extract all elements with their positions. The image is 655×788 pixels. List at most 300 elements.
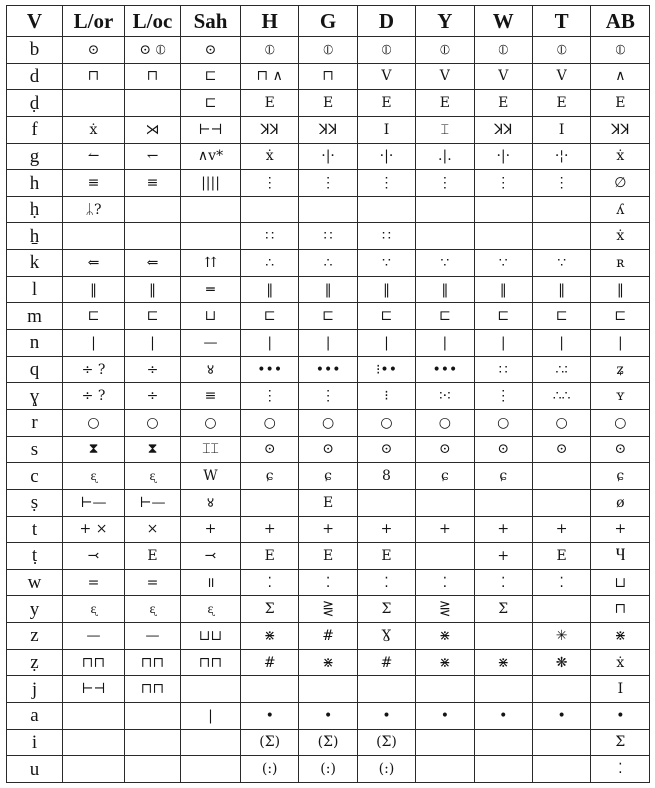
glyph-cell: ⋮ [241, 170, 299, 197]
glyph-cell: ⊏ [181, 63, 241, 90]
letter-cell: z [7, 623, 63, 650]
glyph-cell [125, 196, 181, 223]
glyph-cell [532, 223, 590, 250]
letter-cell: ɣ [7, 383, 63, 410]
glyph-cell: + [357, 516, 415, 543]
glyph-cell: ⊙ [181, 37, 241, 64]
glyph-cell: • [591, 703, 650, 730]
glyph-cell: ↼ [63, 143, 125, 170]
glyph-cell: ⊙ [591, 436, 650, 463]
glyph-cell: • [299, 703, 357, 730]
glyph-cell: ⊙ ⦶ [125, 37, 181, 64]
table-row [7, 170, 650, 197]
glyph-cell: ·|· [357, 143, 415, 170]
glyph-cell: Σ [474, 596, 532, 623]
glyph-cell: ≡ [125, 170, 181, 197]
glyph-cell: ○ [357, 409, 415, 436]
glyph-cell: ÷ [125, 356, 181, 383]
glyph-cell: Ɣ [357, 623, 415, 650]
glyph-cell: Σ [241, 596, 299, 623]
glyph-cell [125, 729, 181, 756]
glyph-cell [125, 756, 181, 783]
glyph-cell [125, 223, 181, 250]
glyph-cell: ⊔⊔ [181, 623, 241, 650]
table-row [7, 303, 650, 330]
column-header: Y [416, 6, 474, 37]
glyph-cell: ẋ [591, 143, 650, 170]
glyph-cell: | [591, 330, 650, 357]
glyph-cell: E [474, 90, 532, 117]
glyph-cell: ⋮ [532, 170, 590, 197]
glyph-cell: (:) [357, 756, 415, 783]
glyph-cell: ÷ [125, 383, 181, 410]
glyph-cell: Σ [591, 729, 650, 756]
glyph-cell: I [357, 116, 415, 143]
glyph-cell: ⊙ [63, 37, 125, 64]
glyph-cell [416, 543, 474, 570]
glyph-cell: ⁚ [357, 569, 415, 596]
glyph-cell: ⁚ [591, 756, 650, 783]
glyph-cell: | [357, 330, 415, 357]
glyph-cell: E [591, 90, 650, 117]
glyph-cell: ∴∴ [532, 383, 590, 410]
letter-cell: ṣ [7, 489, 63, 516]
glyph-cell [474, 623, 532, 650]
glyph-cell [357, 676, 415, 703]
glyph-cell: ⁝ [357, 383, 415, 410]
glyph-cell [416, 729, 474, 756]
glyph-cell [299, 196, 357, 223]
glyph-cell: ⋇ [474, 649, 532, 676]
glyph-cell [474, 489, 532, 516]
glyph-cell [532, 463, 590, 490]
glyph-cell: ‖ [125, 276, 181, 303]
glyph-cell: ⊙ [241, 436, 299, 463]
glyph-cell: ⦶ [591, 37, 650, 64]
glyph-cell: ⊏ [416, 303, 474, 330]
glyph-cell: ẋ [63, 116, 125, 143]
glyph-cell: ↽ [125, 143, 181, 170]
glyph-cell: + [591, 516, 650, 543]
column-header: L/or [63, 6, 125, 37]
glyph-cell: ‖ [241, 276, 299, 303]
table-row [7, 756, 650, 783]
letter-cell: r [7, 409, 63, 436]
letter-cell: ẖ [7, 223, 63, 250]
glyph-cell: W [181, 463, 241, 490]
glyph-cell: ⋮ [474, 170, 532, 197]
glyph-cell: ═ [181, 276, 241, 303]
glyph-cell: ꓘꓘ [474, 116, 532, 143]
glyph-cell: ÷ ? [63, 383, 125, 410]
glyph-cell: ⦶ [241, 37, 299, 64]
letter-cell: i [7, 729, 63, 756]
glyph-cell: ⊙ [532, 436, 590, 463]
glyph-cell [63, 90, 125, 117]
glyph-cell: = [63, 569, 125, 596]
glyph-cell: ÷ ? [63, 356, 125, 383]
table-body [7, 37, 650, 783]
glyph-cell: ꓘꓘ [299, 116, 357, 143]
table-row [7, 409, 650, 436]
table-row [7, 223, 650, 250]
glyph-cell: ⊢⊣ [181, 116, 241, 143]
glyph-cell: ❋ [532, 649, 590, 676]
glyph-cell [181, 223, 241, 250]
glyph-cell: ʑ [591, 356, 650, 383]
letter-cell: h [7, 170, 63, 197]
glyph-cell: ∴ [241, 250, 299, 277]
glyph-cell: ⋊ [125, 116, 181, 143]
glyph-cell: + [474, 516, 532, 543]
column-header: W [474, 6, 532, 37]
glyph-cell: + [532, 516, 590, 543]
glyph-cell: ४ [181, 356, 241, 383]
glyph-cell: 8 [357, 463, 415, 490]
glyph-cell: ∵ [416, 250, 474, 277]
glyph-cell: ɕ [299, 463, 357, 490]
letter-cell: n [7, 330, 63, 357]
table-row [7, 383, 650, 410]
glyph-cell: ᶓ [63, 596, 125, 623]
glyph-cell: ⁚ [532, 569, 590, 596]
glyph-cell: E [357, 90, 415, 117]
glyph-cell: ≡ [181, 383, 241, 410]
glyph-cell: E [532, 543, 590, 570]
glyph-cell: • [532, 703, 590, 730]
letter-cell: ṭ [7, 543, 63, 570]
glyph-cell: ⌶ [416, 116, 474, 143]
glyph-cell [474, 196, 532, 223]
column-header: H [241, 6, 299, 37]
table-row [7, 703, 650, 730]
glyph-cell [357, 489, 415, 516]
glyph-cell: ○ [532, 409, 590, 436]
table-row [7, 463, 650, 490]
table-row [7, 623, 650, 650]
glyph-cell: ∧v* [181, 143, 241, 170]
glyph-cell [416, 223, 474, 250]
glyph-cell: | [125, 330, 181, 357]
glyph-cell: ⊏ [241, 303, 299, 330]
glyph-cell: ⁚ [474, 569, 532, 596]
glyph-cell: ɕ [416, 463, 474, 490]
glyph-cell: ẋ [591, 223, 650, 250]
glyph-cell: ○ [299, 409, 357, 436]
table-row [7, 63, 650, 90]
glyph-cell: V [416, 63, 474, 90]
glyph-cell [299, 676, 357, 703]
glyph-cell: ‖ [299, 276, 357, 303]
glyph-cell: ∵ [474, 250, 532, 277]
table-row [7, 569, 650, 596]
glyph-cell: ⇐ [125, 250, 181, 277]
column-header: Sah [181, 6, 241, 37]
letter-cell: w [7, 569, 63, 596]
letter-cell: b [7, 37, 63, 64]
glyph-cell: ⊓ [591, 596, 650, 623]
glyph-cell: ⊓⊓ [181, 649, 241, 676]
glyph-cell: V [357, 63, 415, 90]
glyph-cell: ⊏ [357, 303, 415, 330]
glyph-cell: ○ [125, 409, 181, 436]
glyph-cell: ⊓ [299, 63, 357, 90]
glyph-cell: ⊓⊓ [63, 649, 125, 676]
glyph-cell: E [125, 543, 181, 570]
glyph-cell [532, 596, 590, 623]
glyph-cell [241, 196, 299, 223]
glyph-cell: I [591, 676, 650, 703]
glyph-cell: ·|· [474, 143, 532, 170]
glyph-cell: ⋛ [299, 596, 357, 623]
glyph-cell: ○ [241, 409, 299, 436]
table-row [7, 143, 650, 170]
glyph-cell: + [181, 516, 241, 543]
table-row [7, 489, 650, 516]
glyph-cell [125, 703, 181, 730]
glyph-cell: ⊏ [591, 303, 650, 330]
glyph-cell: ⋮ [357, 170, 415, 197]
glyph-cell: E [416, 90, 474, 117]
glyph-cell: E [532, 90, 590, 117]
glyph-cell: + [241, 516, 299, 543]
letter-cell: f [7, 116, 63, 143]
glyph-cell: ʎ [591, 196, 650, 223]
glyph-cell: ᶓ [181, 596, 241, 623]
glyph-cell: ⁝•• [357, 356, 415, 383]
column-header: D [357, 6, 415, 37]
glyph-cell: E [357, 543, 415, 570]
glyph-cell: | [532, 330, 590, 357]
glyph-cell: ∷ [474, 356, 532, 383]
glyph-cell: ⊢— [63, 489, 125, 516]
glyph-cell: ⊙ [474, 436, 532, 463]
glyph-cell: E [241, 543, 299, 570]
glyph-cell: | [416, 330, 474, 357]
glyph-cell [474, 676, 532, 703]
letter-cell: s [7, 436, 63, 463]
glyph-cell: ⊓⊓ [125, 676, 181, 703]
glyph-cell: = [125, 569, 181, 596]
tifinagh-comparison-table [6, 5, 649, 783]
glyph-cell [416, 196, 474, 223]
glyph-cell: ⦶ [416, 37, 474, 64]
glyph-cell [416, 676, 474, 703]
glyph-cell: ∧ [591, 63, 650, 90]
glyph-cell [63, 756, 125, 783]
glyph-cell: ⌶⌶ [181, 436, 241, 463]
glyph-cell: ⦶ [532, 37, 590, 64]
glyph-cell: ⤙ [63, 543, 125, 570]
glyph-cell: ᶓ [125, 596, 181, 623]
table-row [7, 276, 650, 303]
glyph-cell: ∵ [357, 250, 415, 277]
glyph-cell: + × [63, 516, 125, 543]
glyph-cell [63, 703, 125, 730]
glyph-cell [241, 676, 299, 703]
glyph-cell [125, 90, 181, 117]
glyph-cell [474, 756, 532, 783]
glyph-cell [181, 729, 241, 756]
glyph-cell: ⋇ [299, 649, 357, 676]
glyph-cell: ‖ [63, 276, 125, 303]
glyph-cell: ○ [591, 409, 650, 436]
glyph-cell: ४ [181, 489, 241, 516]
glyph-cell: • [474, 703, 532, 730]
glyph-cell: ⤙ [181, 543, 241, 570]
letter-cell: t [7, 516, 63, 543]
letter-cell: ẓ [7, 649, 63, 676]
glyph-cell: ‖ [416, 276, 474, 303]
glyph-cell: • [357, 703, 415, 730]
glyph-cell: ••• [299, 356, 357, 383]
glyph-cell: ⋮ [241, 383, 299, 410]
glyph-cell: ⊏ [299, 303, 357, 330]
glyph-cell: | [181, 703, 241, 730]
glyph-cell: (Σ) [299, 729, 357, 756]
glyph-cell: — [181, 330, 241, 357]
glyph-cell: V [474, 63, 532, 90]
glyph-cell: | [474, 330, 532, 357]
letter-cell: j [7, 676, 63, 703]
glyph-cell: ꓘꓘ [241, 116, 299, 143]
glyph-cell: ∴ [299, 250, 357, 277]
table-row [7, 90, 650, 117]
glyph-cell: ⧗ [63, 436, 125, 463]
letter-cell: q [7, 356, 63, 383]
glyph-cell: ∴∶ [532, 356, 590, 383]
glyph-cell: ⊙ [416, 436, 474, 463]
glyph-cell: • [416, 703, 474, 730]
glyph-cell: | [241, 330, 299, 357]
glyph-cell: ɕ [241, 463, 299, 490]
glyph-cell: Σ [357, 596, 415, 623]
glyph-cell: V [532, 63, 590, 90]
glyph-cell: (:) [241, 756, 299, 783]
glyph-cell: ⇈ [181, 250, 241, 277]
glyph-cell: ⧗ [125, 436, 181, 463]
table-row [7, 196, 650, 223]
glyph-cell: ɕ [591, 463, 650, 490]
glyph-cell: ⁚ [241, 569, 299, 596]
glyph-cell: ꓘꓘ [591, 116, 650, 143]
glyph-cell: — [125, 623, 181, 650]
glyph-cell: — [63, 623, 125, 650]
glyph-cell [63, 223, 125, 250]
glyph-cell: ẋ [591, 649, 650, 676]
column-header: L/oc [125, 6, 181, 37]
glyph-cell: • [241, 703, 299, 730]
glyph-cell [181, 676, 241, 703]
glyph-cell: # [357, 649, 415, 676]
glyph-cell: ⋇ [241, 623, 299, 650]
table-row [7, 330, 650, 357]
glyph-cell: ⊔ [591, 569, 650, 596]
column-header: V [7, 6, 63, 37]
table-row [7, 596, 650, 623]
column-header: G [299, 6, 357, 37]
glyph-cell [532, 756, 590, 783]
letter-cell: ḍ [7, 90, 63, 117]
table-row [7, 516, 650, 543]
glyph-cell: .|. [416, 143, 474, 170]
glyph-cell: ⦶ [299, 37, 357, 64]
glyph-cell: ·¦· [532, 143, 590, 170]
letter-cell: y [7, 596, 63, 623]
glyph-cell: ⋮ [416, 170, 474, 197]
glyph-cell [241, 489, 299, 516]
glyph-cell: ⊢⊣ [63, 676, 125, 703]
letter-cell: d [7, 63, 63, 90]
glyph-cell: ⋮ [299, 170, 357, 197]
glyph-cell: ✳ [532, 623, 590, 650]
glyph-cell: E [241, 90, 299, 117]
glyph-cell: E [299, 489, 357, 516]
glyph-cell: + [474, 543, 532, 570]
glyph-cell: ᶓ [63, 463, 125, 490]
glyph-cell: ⦶ [357, 37, 415, 64]
glyph-cell: |||| [181, 170, 241, 197]
glyph-cell [532, 196, 590, 223]
glyph-cell: ʀ [591, 250, 650, 277]
glyph-cell: ⦶ [474, 37, 532, 64]
glyph-cell: ⊓ [63, 63, 125, 90]
glyph-cell: E [299, 90, 357, 117]
glyph-cell: ⊙ [357, 436, 415, 463]
glyph-cell: ∅ [591, 170, 650, 197]
glyph-cell: ••• [241, 356, 299, 383]
letter-cell: g [7, 143, 63, 170]
glyph-cell: ⋮ [299, 383, 357, 410]
script-variant-grid [6, 5, 650, 783]
glyph-cell: ʏ [591, 383, 650, 410]
glyph-cell: ⊓⊓ [125, 649, 181, 676]
glyph-cell: ⁚ [416, 569, 474, 596]
glyph-cell: ⋛ [416, 596, 474, 623]
glyph-cell: # [299, 623, 357, 650]
glyph-cell: ⊢— [125, 489, 181, 516]
glyph-cell: ⊔ [181, 303, 241, 330]
glyph-cell: ø [591, 489, 650, 516]
column-header: AB [591, 6, 650, 37]
letter-cell: k [7, 250, 63, 277]
table-row [7, 356, 650, 383]
glyph-cell: ∷ [299, 223, 357, 250]
glyph-cell: ॥ [181, 569, 241, 596]
glyph-cell: ○ [474, 409, 532, 436]
glyph-cell: ∷ [357, 223, 415, 250]
glyph-cell: ○ [181, 409, 241, 436]
glyph-cell: ∶·∶ [416, 383, 474, 410]
glyph-cell: ⊏ [532, 303, 590, 330]
glyph-cell: (:) [299, 756, 357, 783]
glyph-cell: Ⴗ [591, 543, 650, 570]
glyph-cell: ‖ [591, 276, 650, 303]
glyph-cell: ⋇ [416, 623, 474, 650]
glyph-cell: × [125, 516, 181, 543]
glyph-cell: ⋮ [474, 383, 532, 410]
letter-cell: a [7, 703, 63, 730]
glyph-cell: ⋇ [591, 623, 650, 650]
letter-cell: c [7, 463, 63, 490]
glyph-cell [181, 196, 241, 223]
glyph-cell [181, 756, 241, 783]
column-header: T [532, 6, 590, 37]
glyph-cell: ᶓ [125, 463, 181, 490]
glyph-cell: ‖ [532, 276, 590, 303]
glyph-cell: ∷ [241, 223, 299, 250]
glyph-cell: ⁚ [299, 569, 357, 596]
